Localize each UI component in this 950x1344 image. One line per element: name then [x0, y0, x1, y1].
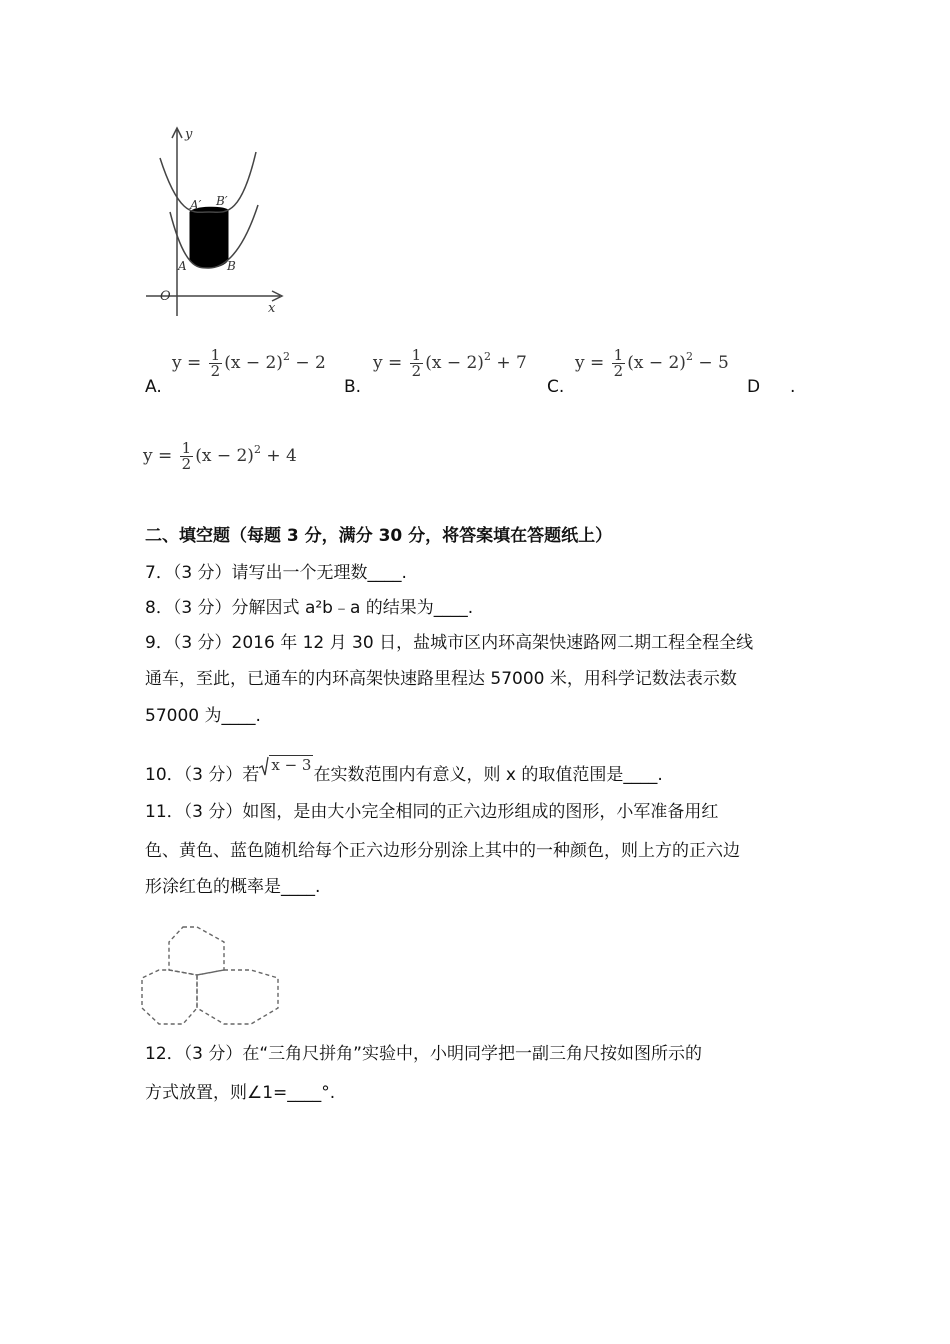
fraction	[180, 441, 194, 472]
fraction-numerator: 1	[210, 346, 221, 364]
x-axis-label: x	[268, 301, 276, 316]
eq-mid: (x − 2)	[627, 353, 686, 373]
fraction-numerator: 1	[181, 439, 192, 457]
eq-tail: + 7	[490, 353, 527, 373]
hexagon-bottom-left	[142, 970, 197, 1024]
fraction	[209, 348, 223, 379]
question-10-suffix: 在实数范围内有意义，则 x 的取值范围是____.	[313, 765, 663, 785]
sqrt-radicand: x − 3	[271, 756, 312, 774]
eq-exponent: 2	[253, 443, 261, 456]
origin-label: O	[160, 289, 171, 304]
question-11-line-3: 形涂红色的概率是____.	[145, 877, 321, 897]
eq-lhs: y =	[575, 353, 605, 373]
question-9-line-1: 9．（3 分）2016 年 12 月 30 日，盐城市区内环高架快速路网二期工程全程全线	[145, 633, 754, 653]
section-title: 二、填空题（每题 3 分，满分 30 分，将答案填在答题纸上）	[145, 526, 613, 546]
eq-tail: − 2	[289, 353, 326, 373]
fraction-denominator: 2	[210, 362, 221, 380]
y-axis-label: y	[185, 127, 193, 142]
option-a-label: A.	[145, 377, 162, 397]
eq-mid: (x − 2)	[195, 446, 254, 466]
option-d-equation	[143, 441, 297, 472]
option-c-label: C.	[547, 377, 565, 397]
label-a: A	[178, 259, 187, 273]
eq-lhs: y =	[143, 446, 173, 466]
fraction	[410, 348, 424, 379]
label-a-prime: A′	[190, 198, 202, 212]
option-a-equation	[172, 348, 326, 379]
question-7: 7．（3 分）请写出一个无理数____.	[145, 563, 407, 583]
eq-tail: − 5	[692, 353, 729, 373]
hexagon-figure	[140, 920, 290, 1030]
sqrt-sign	[259, 756, 269, 776]
option-d-dot: .	[790, 377, 796, 397]
option-b-label: B.	[344, 377, 362, 397]
fraction-denominator: 2	[613, 362, 624, 380]
eq-exponent: 2	[282, 350, 290, 363]
question-10-prefix: 10．（3 分）若	[145, 765, 260, 785]
label-b: B	[227, 259, 236, 273]
eq-mid: (x − 2)	[425, 353, 484, 373]
sqrt-expression	[259, 754, 313, 776]
question-11-line-1: 11．（3 分）如图，是由大小完全相同的正六边形组成的图形，小军准备用红	[145, 802, 719, 822]
eq-tail: + 4	[260, 446, 297, 466]
option-d-label: D	[747, 377, 761, 397]
fraction-denominator: 2	[411, 362, 422, 380]
label-b-prime: B′	[216, 194, 228, 208]
question-9-line-3: 57000 为____.	[145, 706, 261, 726]
eq-exponent: 2	[685, 350, 693, 363]
eq-mid: (x − 2)	[224, 353, 283, 373]
eq-lhs: y =	[172, 353, 202, 373]
question-10	[145, 756, 663, 786]
question-12-line-2: 方式放置，则∠1=____°.	[145, 1083, 336, 1103]
fraction-numerator: 1	[613, 346, 624, 364]
eq-lhs: y =	[373, 353, 403, 373]
parabola-figure	[140, 120, 300, 325]
eq-exponent: 2	[483, 350, 491, 363]
question-12-line-1: 12．（3 分）在“三角尺拼角”实验中，小明同学把一副三角尺按如图所示的	[145, 1044, 702, 1064]
upper-parabola	[160, 152, 256, 212]
question-9-line-2: 通车，至此，已通车的内环高架快速路里程达 57000 米，用科学记数法表示数	[145, 669, 737, 689]
fraction-denominator: 2	[181, 455, 192, 473]
hexagon-top	[169, 927, 224, 975]
option-c-equation	[575, 348, 729, 379]
fraction-numerator: 1	[411, 346, 422, 364]
hexagon-bottom-right	[197, 970, 278, 1024]
shaded-region	[190, 207, 228, 267]
option-b-equation	[373, 348, 527, 379]
question-8: 8．（3 分）分解因式 a²b﹣a 的结果为____.	[145, 598, 474, 618]
fraction	[612, 348, 626, 379]
question-11-line-2: 色、黄色、蓝色随机给每个正六边形分别涂上其中的一种颜色，则上方的正六边	[145, 841, 740, 861]
